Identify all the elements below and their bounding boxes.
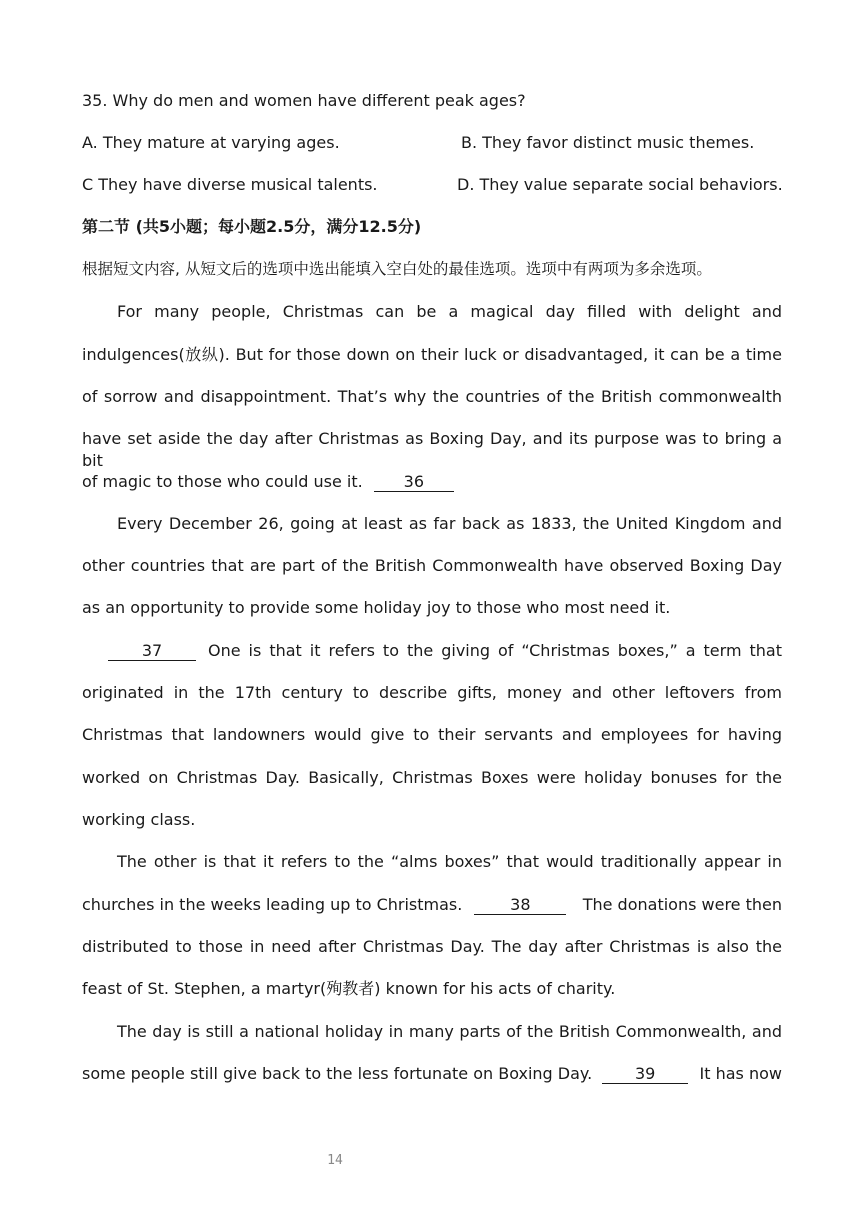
p1-line-5: [82, 471, 782, 493]
p4-line-2-text-b: The donations were then: [582, 895, 782, 914]
p3-line-2: originated in the 17th century to describe gifts, money and other leftovers from: [82, 683, 782, 702]
page-number: 14: [327, 1153, 343, 1168]
p3-line-1-text: One is that it refers to the giving of “Christmas boxes,” a term that: [208, 641, 782, 660]
p4-line-4: feast of St. Stephen, a martyr(殉教者) known for his acts of charity.: [82, 979, 616, 998]
option-c: C They have diverse musical talents.: [82, 175, 378, 194]
p4-line-3: distributed to those in need after Christmas Day. The day after Christmas is also the: [82, 937, 782, 956]
option-d: D. They value separate social behaviors.: [457, 175, 783, 194]
p4-line-1: The other is that it refers to the “alms boxes” that would traditionally appear in: [117, 852, 782, 871]
p3-line-4: worked on Christmas Day. Basically, Christmas Boxes were holiday bonuses for the: [82, 768, 782, 787]
p1-line-4: have set aside the day after Christmas as Boxing Day, and its purpose was to bring a bit: [82, 429, 782, 470]
p5-line-2-text-b: It has now: [699, 1064, 782, 1083]
p4-line-2-text-a: churches in the weeks leading up to Christmas.: [82, 895, 463, 914]
p1-line-5-text: of magic to those who could use it.: [82, 472, 363, 491]
p2-line-2: other countries that are part of the British Commonwealth have observed Boxing Day: [82, 556, 782, 575]
blank-39[interactable]: 39: [602, 1065, 688, 1084]
option-b: B. They favor distinct music themes.: [461, 133, 755, 152]
p5-line-2-text-a: some people still give back to the less fortunate on Boxing Day.: [82, 1064, 593, 1083]
question-35-stem: 35. Why do men and women have different peak ages?: [82, 91, 526, 110]
p5-line-2: [82, 1063, 782, 1085]
p1-line-3: of sorrow and disappointment. That’s why the countries of the British commonwealth: [82, 387, 782, 406]
blank-38[interactable]: 38: [474, 896, 566, 915]
p3-line-1: [108, 640, 782, 662]
p5-line-1: The day is still a national holiday in many parts of the British Commonwealth, and: [117, 1022, 782, 1041]
p2-line-3: as an opportunity to provide some holiday joy to those who most need it.: [82, 598, 671, 617]
p1-line-1: For many people, Christmas can be a magical day filled with delight and: [117, 302, 782, 321]
p3-line-3: Christmas that landowners would give to their servants and employees for having: [82, 725, 782, 744]
p1-line-2: indulgences(放纵). But for those down on their luck or disadvantaged, it can be a time: [82, 345, 782, 364]
p2-line-1: Every December 26, going at least as far back as 1833, the United Kingdom and: [117, 514, 782, 533]
blank-36[interactable]: 36: [374, 473, 454, 492]
section-instruction: 根据短文内容, 从短文后的选项中选出能填入空白处的最佳选项。选项中有两项为多余选项。: [82, 260, 712, 278]
section-heading: 第二节 (共5小题；每小题2.5分，满分12.5分): [82, 217, 422, 236]
blank-37[interactable]: 37: [108, 642, 196, 661]
p3-line-5: working class.: [82, 810, 196, 829]
p4-line-2: [82, 894, 782, 916]
option-a: A. They mature at varying ages.: [82, 133, 340, 152]
